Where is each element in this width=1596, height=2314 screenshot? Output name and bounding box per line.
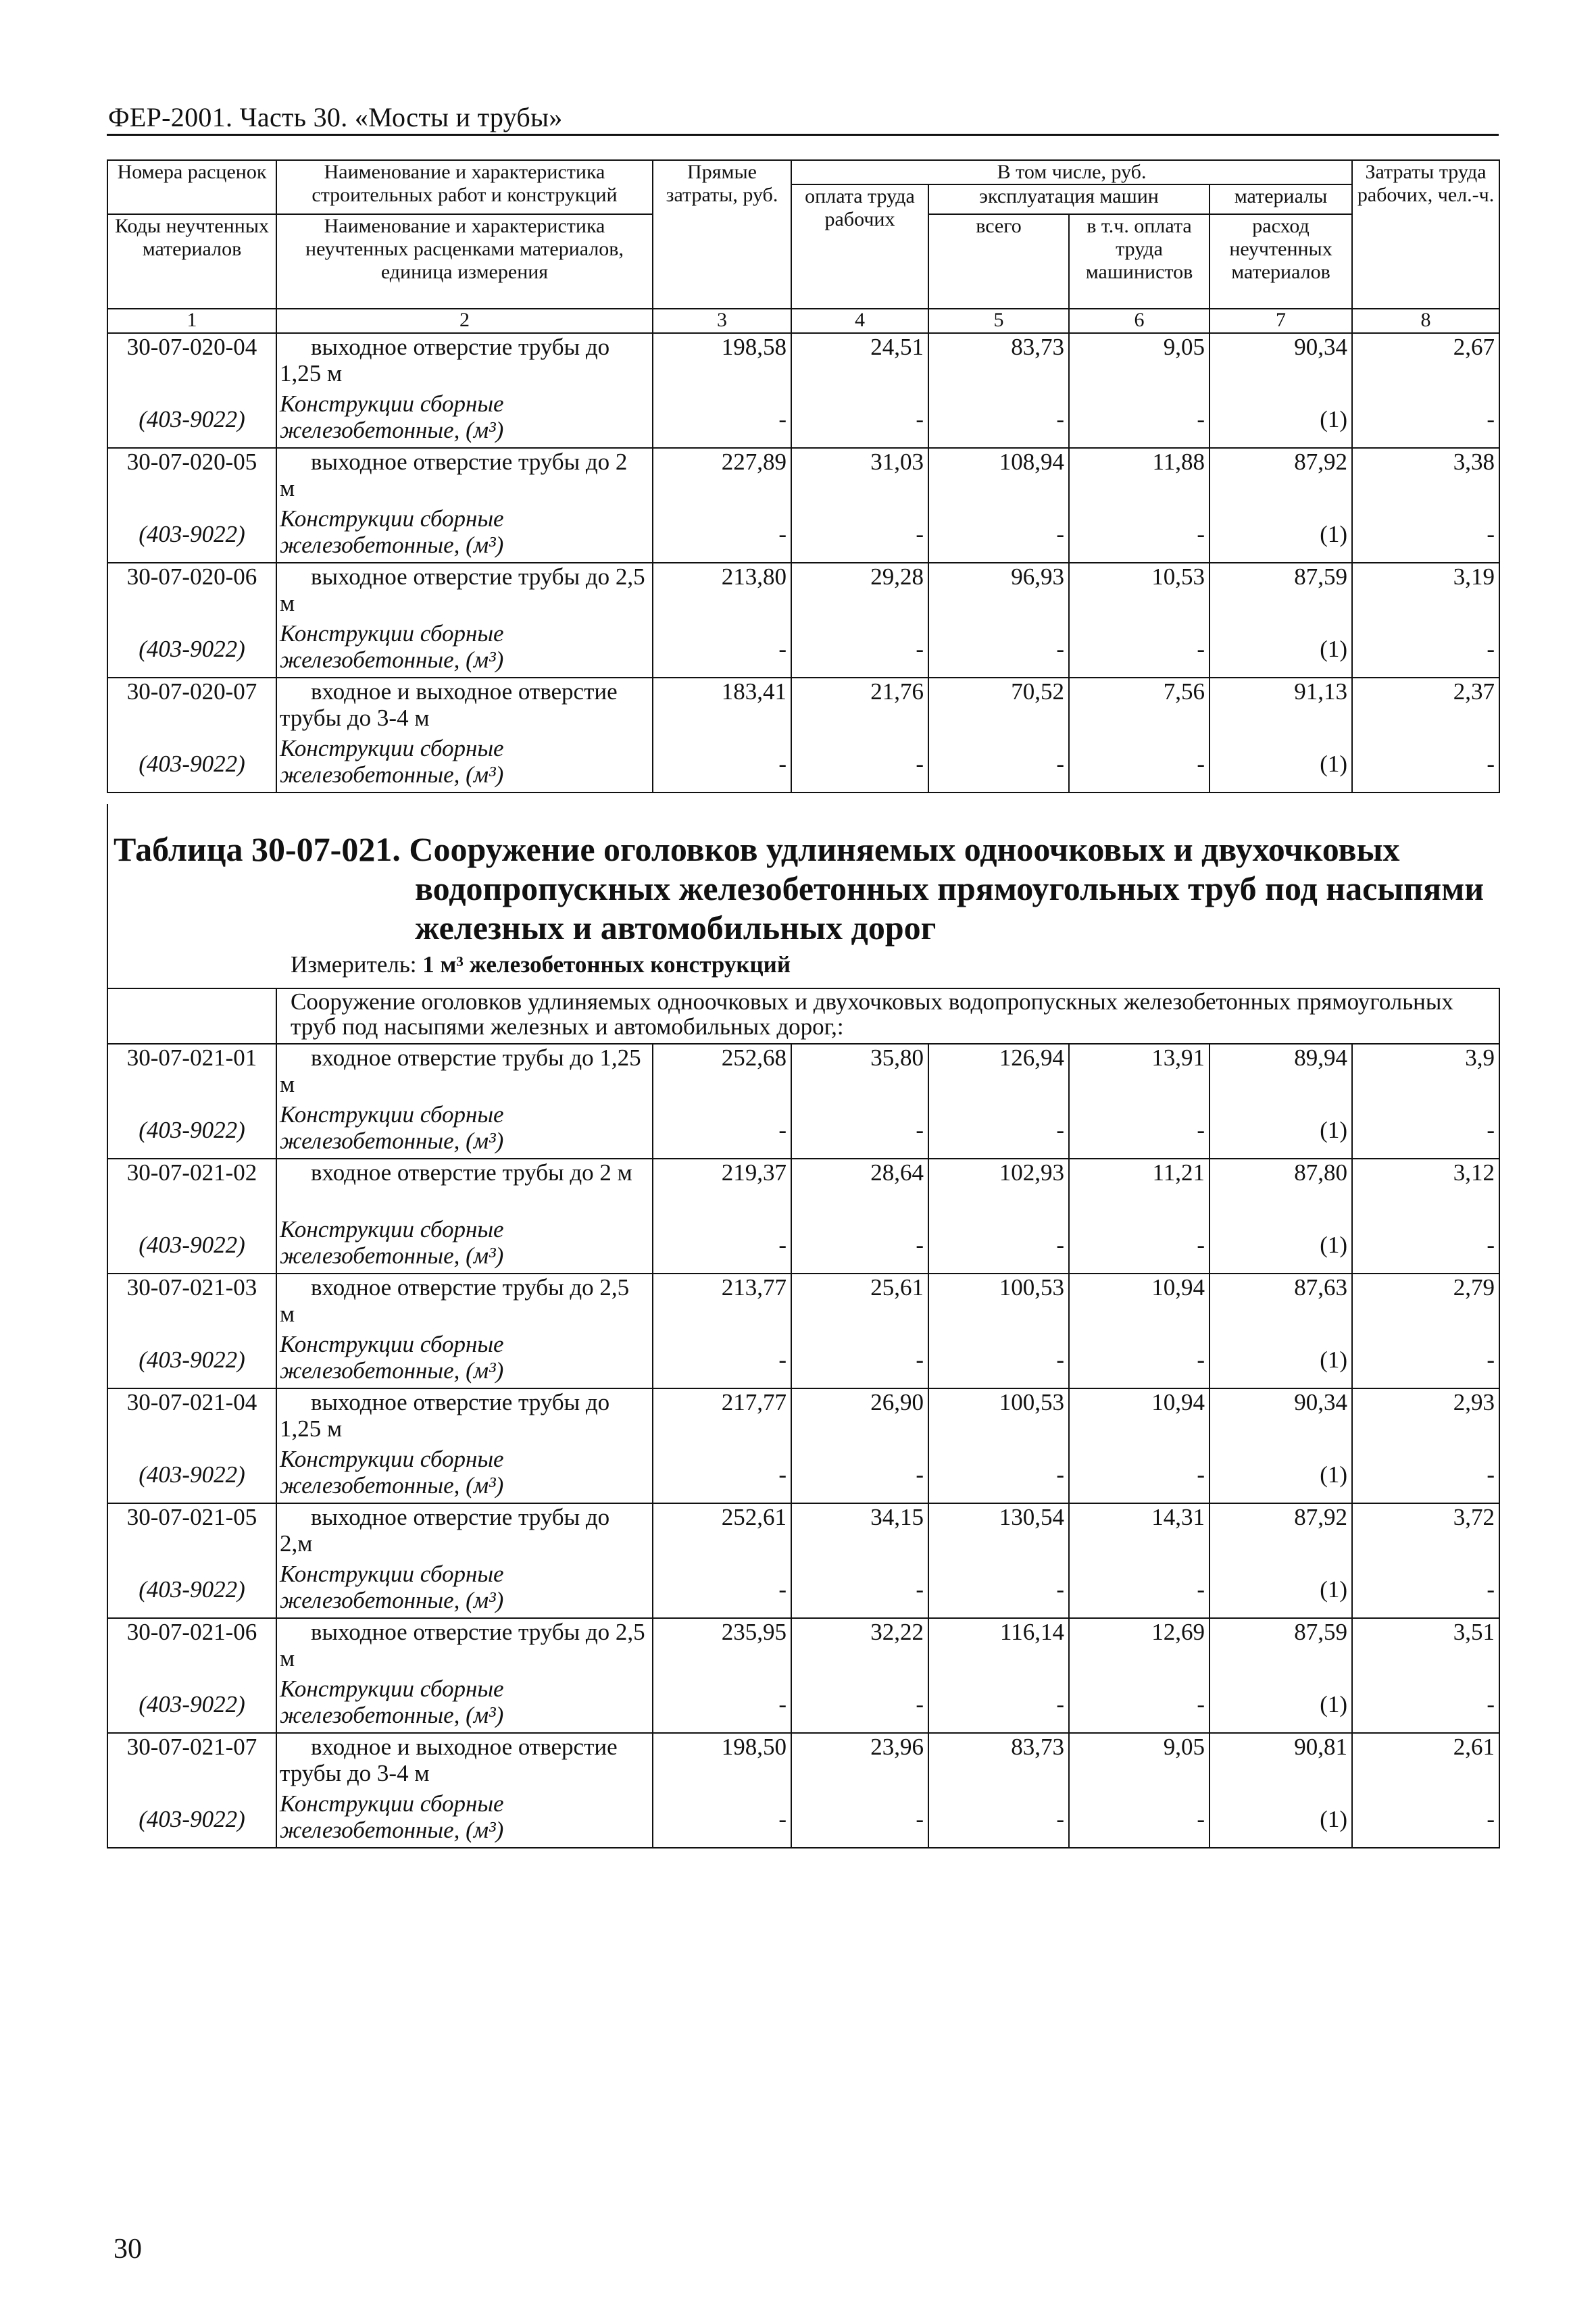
value-v7: 87,92	[1210, 1503, 1352, 1561]
material-row	[107, 1216, 1499, 1274]
value-v5: 96,93	[928, 563, 1069, 620]
material-m8: -	[1352, 1446, 1499, 1503]
material-row	[107, 1676, 1499, 1733]
value-v5: 126,94	[928, 1044, 1069, 1101]
material-name: Конструкции сборные железобетонные, (м³)	[276, 1561, 653, 1618]
material-m4: -	[791, 505, 928, 563]
value-v7: 90,34	[1210, 1388, 1352, 1446]
work-name-text: входное отверстие трубы до 2,5 м	[280, 1274, 630, 1327]
value-v8: 3,19	[1352, 563, 1499, 620]
page-header: ФЕР-2001. Часть 30. «Мосты и трубы»	[108, 102, 563, 132]
value-v5: 116,14	[928, 1618, 1069, 1676]
material-code: (403-9022)	[107, 735, 276, 793]
material-m7: (1)	[1210, 620, 1352, 678]
material-m5: -	[928, 1101, 1069, 1159]
page-number: 30	[114, 2234, 142, 2265]
header-including: В том числе, руб.	[791, 160, 1352, 184]
material-m6: -	[1069, 620, 1210, 678]
value-v5: 100,53	[928, 1274, 1069, 1331]
material-code: (403-9022)	[107, 1561, 276, 1618]
material-m3: -	[653, 1446, 791, 1503]
material-m4: -	[791, 1676, 928, 1733]
material-m5: -	[928, 1561, 1069, 1618]
value-v7: 87,59	[1210, 1618, 1352, 1676]
value-v4: 24,51	[791, 333, 928, 391]
table-row	[107, 1044, 1499, 1101]
group-spacer	[107, 988, 276, 1044]
work-name	[276, 1618, 653, 1676]
work-name	[276, 1159, 653, 1216]
material-m6: -	[1069, 1561, 1210, 1618]
value-v6: 10,94	[1069, 1274, 1210, 1331]
material-row	[107, 1561, 1499, 1618]
header-material-codes: Коды неучтенных материалов	[107, 214, 276, 309]
header-machines: эксплуатация машин	[928, 184, 1210, 214]
material-row	[107, 1446, 1499, 1503]
header-material-consumption: расход неучтенных материалов	[1210, 214, 1352, 309]
material-m3: -	[653, 1331, 791, 1388]
value-v8: 3,51	[1352, 1618, 1499, 1676]
table-title-line-1: Таблица 30-07-021. Сооружение оголовков удлиняемых одноочковых и двухочковых	[114, 830, 1400, 868]
value-v5: 108,94	[928, 448, 1069, 505]
colnum-1: 1	[107, 309, 276, 333]
group-title: Сооружение оголовков удлиняемых одноочковых и двухочковых водопропускных железобетонных прямоугольных труб под насыпями железных и автомобильных дорог,:	[276, 988, 1499, 1044]
measure-line	[291, 951, 791, 978]
rate-code: 30-07-020-06	[107, 563, 276, 620]
material-m5: -	[928, 391, 1069, 448]
header-machinist-wages: в т.ч. оплата труда машинистов	[1069, 214, 1210, 309]
value-v6: 11,88	[1069, 448, 1210, 505]
material-m4: -	[791, 1561, 928, 1618]
work-name	[276, 1733, 653, 1790]
value-v4: 34,15	[791, 1503, 928, 1561]
rate-code: 30-07-021-01	[107, 1044, 276, 1101]
value-v4: 21,76	[791, 678, 928, 735]
rate-code: 30-07-020-07	[107, 678, 276, 735]
colnum-4: 4	[791, 309, 928, 333]
colnum-6: 6	[1069, 309, 1210, 333]
material-code: (403-9022)	[107, 1216, 276, 1274]
header-materials: материалы	[1210, 184, 1352, 214]
value-v8: 3,72	[1352, 1503, 1499, 1561]
measure-value: 1 м³ железобетонных конструкций	[422, 951, 791, 978]
header-wages: оплата труда рабочих	[791, 184, 928, 309]
work-name-text: выходное отверстие трубы до 1,25 м	[280, 334, 610, 386]
header-direct-costs: Прямые затраты, руб.	[653, 160, 791, 309]
value-v7: 89,94	[1210, 1044, 1352, 1101]
material-m7: (1)	[1210, 1216, 1352, 1274]
value-v5: 130,54	[928, 1503, 1069, 1561]
material-m8: -	[1352, 735, 1499, 793]
material-m5: -	[928, 1676, 1069, 1733]
material-m4: -	[791, 1790, 928, 1848]
rate-code: 30-07-021-02	[107, 1159, 276, 1216]
rate-code: 30-07-020-04	[107, 333, 276, 391]
material-m5: -	[928, 1331, 1069, 1388]
material-code: (403-9022)	[107, 1331, 276, 1388]
work-name-text: входное и выходное отверстие трубы до 3-4 м	[280, 678, 618, 731]
table-title	[114, 830, 1492, 947]
colnum-8: 8	[1352, 309, 1499, 333]
value-v8: 3,12	[1352, 1159, 1499, 1216]
value-v3: 252,68	[653, 1044, 791, 1101]
material-m4: -	[791, 1216, 928, 1274]
value-v5: 70,52	[928, 678, 1069, 735]
value-v3: 219,37	[653, 1159, 791, 1216]
table-title-line-2: водопропускных железобетонных прямоугольных труб под насыпями	[415, 870, 1485, 907]
material-m6: -	[1069, 1790, 1210, 1848]
material-m6: -	[1069, 505, 1210, 563]
material-m7: (1)	[1210, 1101, 1352, 1159]
material-m6: -	[1069, 1331, 1210, 1388]
value-v3: 235,95	[653, 1618, 791, 1676]
value-v6: 11,21	[1069, 1159, 1210, 1216]
value-v5: 100,53	[928, 1388, 1069, 1446]
material-m7: (1)	[1210, 505, 1352, 563]
material-name: Конструкции сборные железобетонные, (м³)	[276, 1676, 653, 1733]
material-m7: (1)	[1210, 1561, 1352, 1618]
value-v3: 198,50	[653, 1733, 791, 1790]
material-code: (403-9022)	[107, 1676, 276, 1733]
value-v3: 198,58	[653, 333, 791, 391]
value-v3: 217,77	[653, 1388, 791, 1446]
material-m3: -	[653, 1561, 791, 1618]
work-name	[276, 333, 653, 391]
value-v8: 2,79	[1352, 1274, 1499, 1331]
table-row	[107, 1503, 1499, 1561]
work-name-text: выходное отверстие трубы до 2,м	[280, 1504, 610, 1557]
material-m5: -	[928, 505, 1069, 563]
work-name	[276, 1503, 653, 1561]
material-m6: -	[1069, 391, 1210, 448]
material-m4: -	[791, 620, 928, 678]
material-m3: -	[653, 735, 791, 793]
rates-table-1	[107, 159, 1500, 793]
work-name	[276, 1044, 653, 1101]
value-v8: 3,38	[1352, 448, 1499, 505]
table-row	[107, 1274, 1499, 1331]
material-name: Конструкции сборные железобетонные, (м³)	[276, 1790, 653, 1848]
header-machines-total: всего	[928, 214, 1069, 309]
material-row	[107, 1331, 1499, 1388]
header-labor-costs: Затраты труда рабочих, чел.-ч.	[1352, 160, 1499, 309]
left-margin-line	[107, 804, 108, 988]
material-m5: -	[928, 1216, 1069, 1274]
material-m5: -	[928, 735, 1069, 793]
work-name	[276, 1274, 653, 1331]
table-row	[107, 1159, 1499, 1216]
table-title-line-3: железных и автомобильных дорог	[415, 909, 937, 947]
work-name-text: выходное отверстие трубы до 2 м	[280, 449, 628, 501]
material-row	[107, 1101, 1499, 1159]
value-v5: 83,73	[928, 1733, 1069, 1790]
material-m3: -	[653, 1676, 791, 1733]
value-v8: 3,9	[1352, 1044, 1499, 1101]
value-v4: 26,90	[791, 1388, 928, 1446]
material-code: (403-9022)	[107, 505, 276, 563]
work-name-text: выходное отверстие трубы до 2,5 м	[280, 1619, 645, 1671]
rate-code: 30-07-021-03	[107, 1274, 276, 1331]
material-m6: -	[1069, 735, 1210, 793]
work-name	[276, 1388, 653, 1446]
material-code: (403-9022)	[107, 1790, 276, 1848]
material-m7: (1)	[1210, 1331, 1352, 1388]
material-row	[107, 735, 1499, 793]
work-name-text: выходное отверстие трубы до 2,5 м	[280, 563, 645, 616]
material-name: Конструкции сборные железобетонные, (м³)	[276, 1216, 653, 1274]
material-m5: -	[928, 1446, 1069, 1503]
material-row	[107, 620, 1499, 678]
value-v8: 2,37	[1352, 678, 1499, 735]
material-name: Конструкции сборные железобетонные, (м³)	[276, 1446, 653, 1503]
table-row	[107, 1388, 1499, 1446]
measure-label: Измеритель:	[291, 951, 417, 978]
material-m6: -	[1069, 1676, 1210, 1733]
material-m7: (1)	[1210, 1676, 1352, 1733]
material-m3: -	[653, 391, 791, 448]
header-rate-numbers: Номера расценок	[107, 160, 276, 214]
table-row	[107, 1618, 1499, 1676]
value-v6: 13,91	[1069, 1044, 1210, 1101]
material-m7: (1)	[1210, 1790, 1352, 1848]
value-v3: 213,77	[653, 1274, 791, 1331]
work-name-text: входное и выходное отверстие трубы до 3-4 м	[280, 1734, 618, 1786]
value-v5: 83,73	[928, 333, 1069, 391]
material-m8: -	[1352, 1676, 1499, 1733]
material-code: (403-9022)	[107, 1446, 276, 1503]
value-v6: 7,56	[1069, 678, 1210, 735]
material-m4: -	[791, 1331, 928, 1388]
material-name: Конструкции сборные железобетонные, (м³)	[276, 1331, 653, 1388]
value-v3: 252,61	[653, 1503, 791, 1561]
material-code: (403-9022)	[107, 620, 276, 678]
value-v6: 10,53	[1069, 563, 1210, 620]
material-m8: -	[1352, 1101, 1499, 1159]
value-v4: 31,03	[791, 448, 928, 505]
work-name	[276, 448, 653, 505]
value-v7: 87,59	[1210, 563, 1352, 620]
value-v8: 2,93	[1352, 1388, 1499, 1446]
value-v4: 25,61	[791, 1274, 928, 1331]
value-v7: 87,80	[1210, 1159, 1352, 1216]
value-v6: 12,69	[1069, 1618, 1210, 1676]
rate-code: 30-07-020-05	[107, 448, 276, 505]
material-name: Конструкции сборные железобетонные, (м³)	[276, 505, 653, 563]
colnum-3: 3	[653, 309, 791, 333]
table-row	[107, 678, 1499, 735]
table-row	[107, 1733, 1499, 1790]
material-m4: -	[791, 1101, 928, 1159]
material-m6: -	[1069, 1446, 1210, 1503]
colnum-7: 7	[1210, 309, 1352, 333]
material-row	[107, 1790, 1499, 1848]
material-m7: (1)	[1210, 391, 1352, 448]
value-v7: 91,13	[1210, 678, 1352, 735]
value-v3: 227,89	[653, 448, 791, 505]
material-name: Конструкции сборные железобетонные, (м³)	[276, 391, 653, 448]
value-v3: 213,80	[653, 563, 791, 620]
table-row	[107, 563, 1499, 620]
material-name: Конструкции сборные железобетонные, (м³)	[276, 620, 653, 678]
header-work-name: Наименование и характеристика строительных работ и конструкций	[276, 160, 653, 214]
material-m8: -	[1352, 1331, 1499, 1388]
value-v4: 29,28	[791, 563, 928, 620]
work-name-text: входное отверстие трубы до 2 м	[311, 1159, 632, 1186]
value-v4: 28,64	[791, 1159, 928, 1216]
material-m7: (1)	[1210, 735, 1352, 793]
colnum-5: 5	[928, 309, 1069, 333]
material-row	[107, 505, 1499, 563]
work-name-text: выходное отверстие трубы до 1,25 м	[280, 1389, 610, 1442]
material-m4: -	[791, 735, 928, 793]
material-m5: -	[928, 620, 1069, 678]
table-row	[107, 448, 1499, 505]
rates-table-2	[107, 988, 1500, 1848]
material-m8: -	[1352, 1561, 1499, 1618]
material-code: (403-9022)	[107, 1101, 276, 1159]
header-material-name: Наименование и характеристика неучтенных расценками материалов, единица измерения	[276, 214, 653, 309]
work-name	[276, 563, 653, 620]
value-v4: 35,80	[791, 1044, 928, 1101]
value-v7: 90,81	[1210, 1733, 1352, 1790]
work-name	[276, 678, 653, 735]
value-v4: 32,22	[791, 1618, 928, 1676]
material-m4: -	[791, 391, 928, 448]
material-m8: -	[1352, 1790, 1499, 1848]
material-m4: -	[791, 1446, 928, 1503]
material-m7: (1)	[1210, 1446, 1352, 1503]
material-m3: -	[653, 1790, 791, 1848]
material-name: Конструкции сборные железобетонные, (м³)	[276, 1101, 653, 1159]
material-name: Конструкции сборные железобетонные, (м³)	[276, 735, 653, 793]
value-v6: 14,31	[1069, 1503, 1210, 1561]
material-m6: -	[1069, 1101, 1210, 1159]
value-v6: 10,94	[1069, 1388, 1210, 1446]
value-v4: 23,96	[791, 1733, 928, 1790]
colnum-2: 2	[276, 309, 653, 333]
material-m3: -	[653, 1216, 791, 1274]
material-m8: -	[1352, 505, 1499, 563]
value-v7: 90,34	[1210, 333, 1352, 391]
value-v6: 9,05	[1069, 1733, 1210, 1790]
material-m5: -	[928, 1790, 1069, 1848]
rate-code: 30-07-021-04	[107, 1388, 276, 1446]
material-m6: -	[1069, 1216, 1210, 1274]
rate-code: 30-07-021-05	[107, 1503, 276, 1561]
material-m3: -	[653, 505, 791, 563]
material-code: (403-9022)	[107, 391, 276, 448]
value-v8: 2,67	[1352, 333, 1499, 391]
material-m8: -	[1352, 620, 1499, 678]
material-row	[107, 391, 1499, 448]
value-v5: 102,93	[928, 1159, 1069, 1216]
material-m3: -	[653, 1101, 791, 1159]
material-m8: -	[1352, 391, 1499, 448]
value-v7: 87,63	[1210, 1274, 1352, 1331]
value-v8: 2,61	[1352, 1733, 1499, 1790]
table-row	[107, 333, 1499, 391]
value-v6: 9,05	[1069, 333, 1210, 391]
material-m3: -	[653, 620, 791, 678]
value-v3: 183,41	[653, 678, 791, 735]
rate-code: 30-07-021-06	[107, 1618, 276, 1676]
work-name-text: входное отверстие трубы до 1,25 м	[280, 1045, 641, 1097]
header-rule	[107, 134, 1499, 136]
rate-code: 30-07-021-07	[107, 1733, 276, 1790]
value-v7: 87,92	[1210, 448, 1352, 505]
material-m8: -	[1352, 1216, 1499, 1274]
